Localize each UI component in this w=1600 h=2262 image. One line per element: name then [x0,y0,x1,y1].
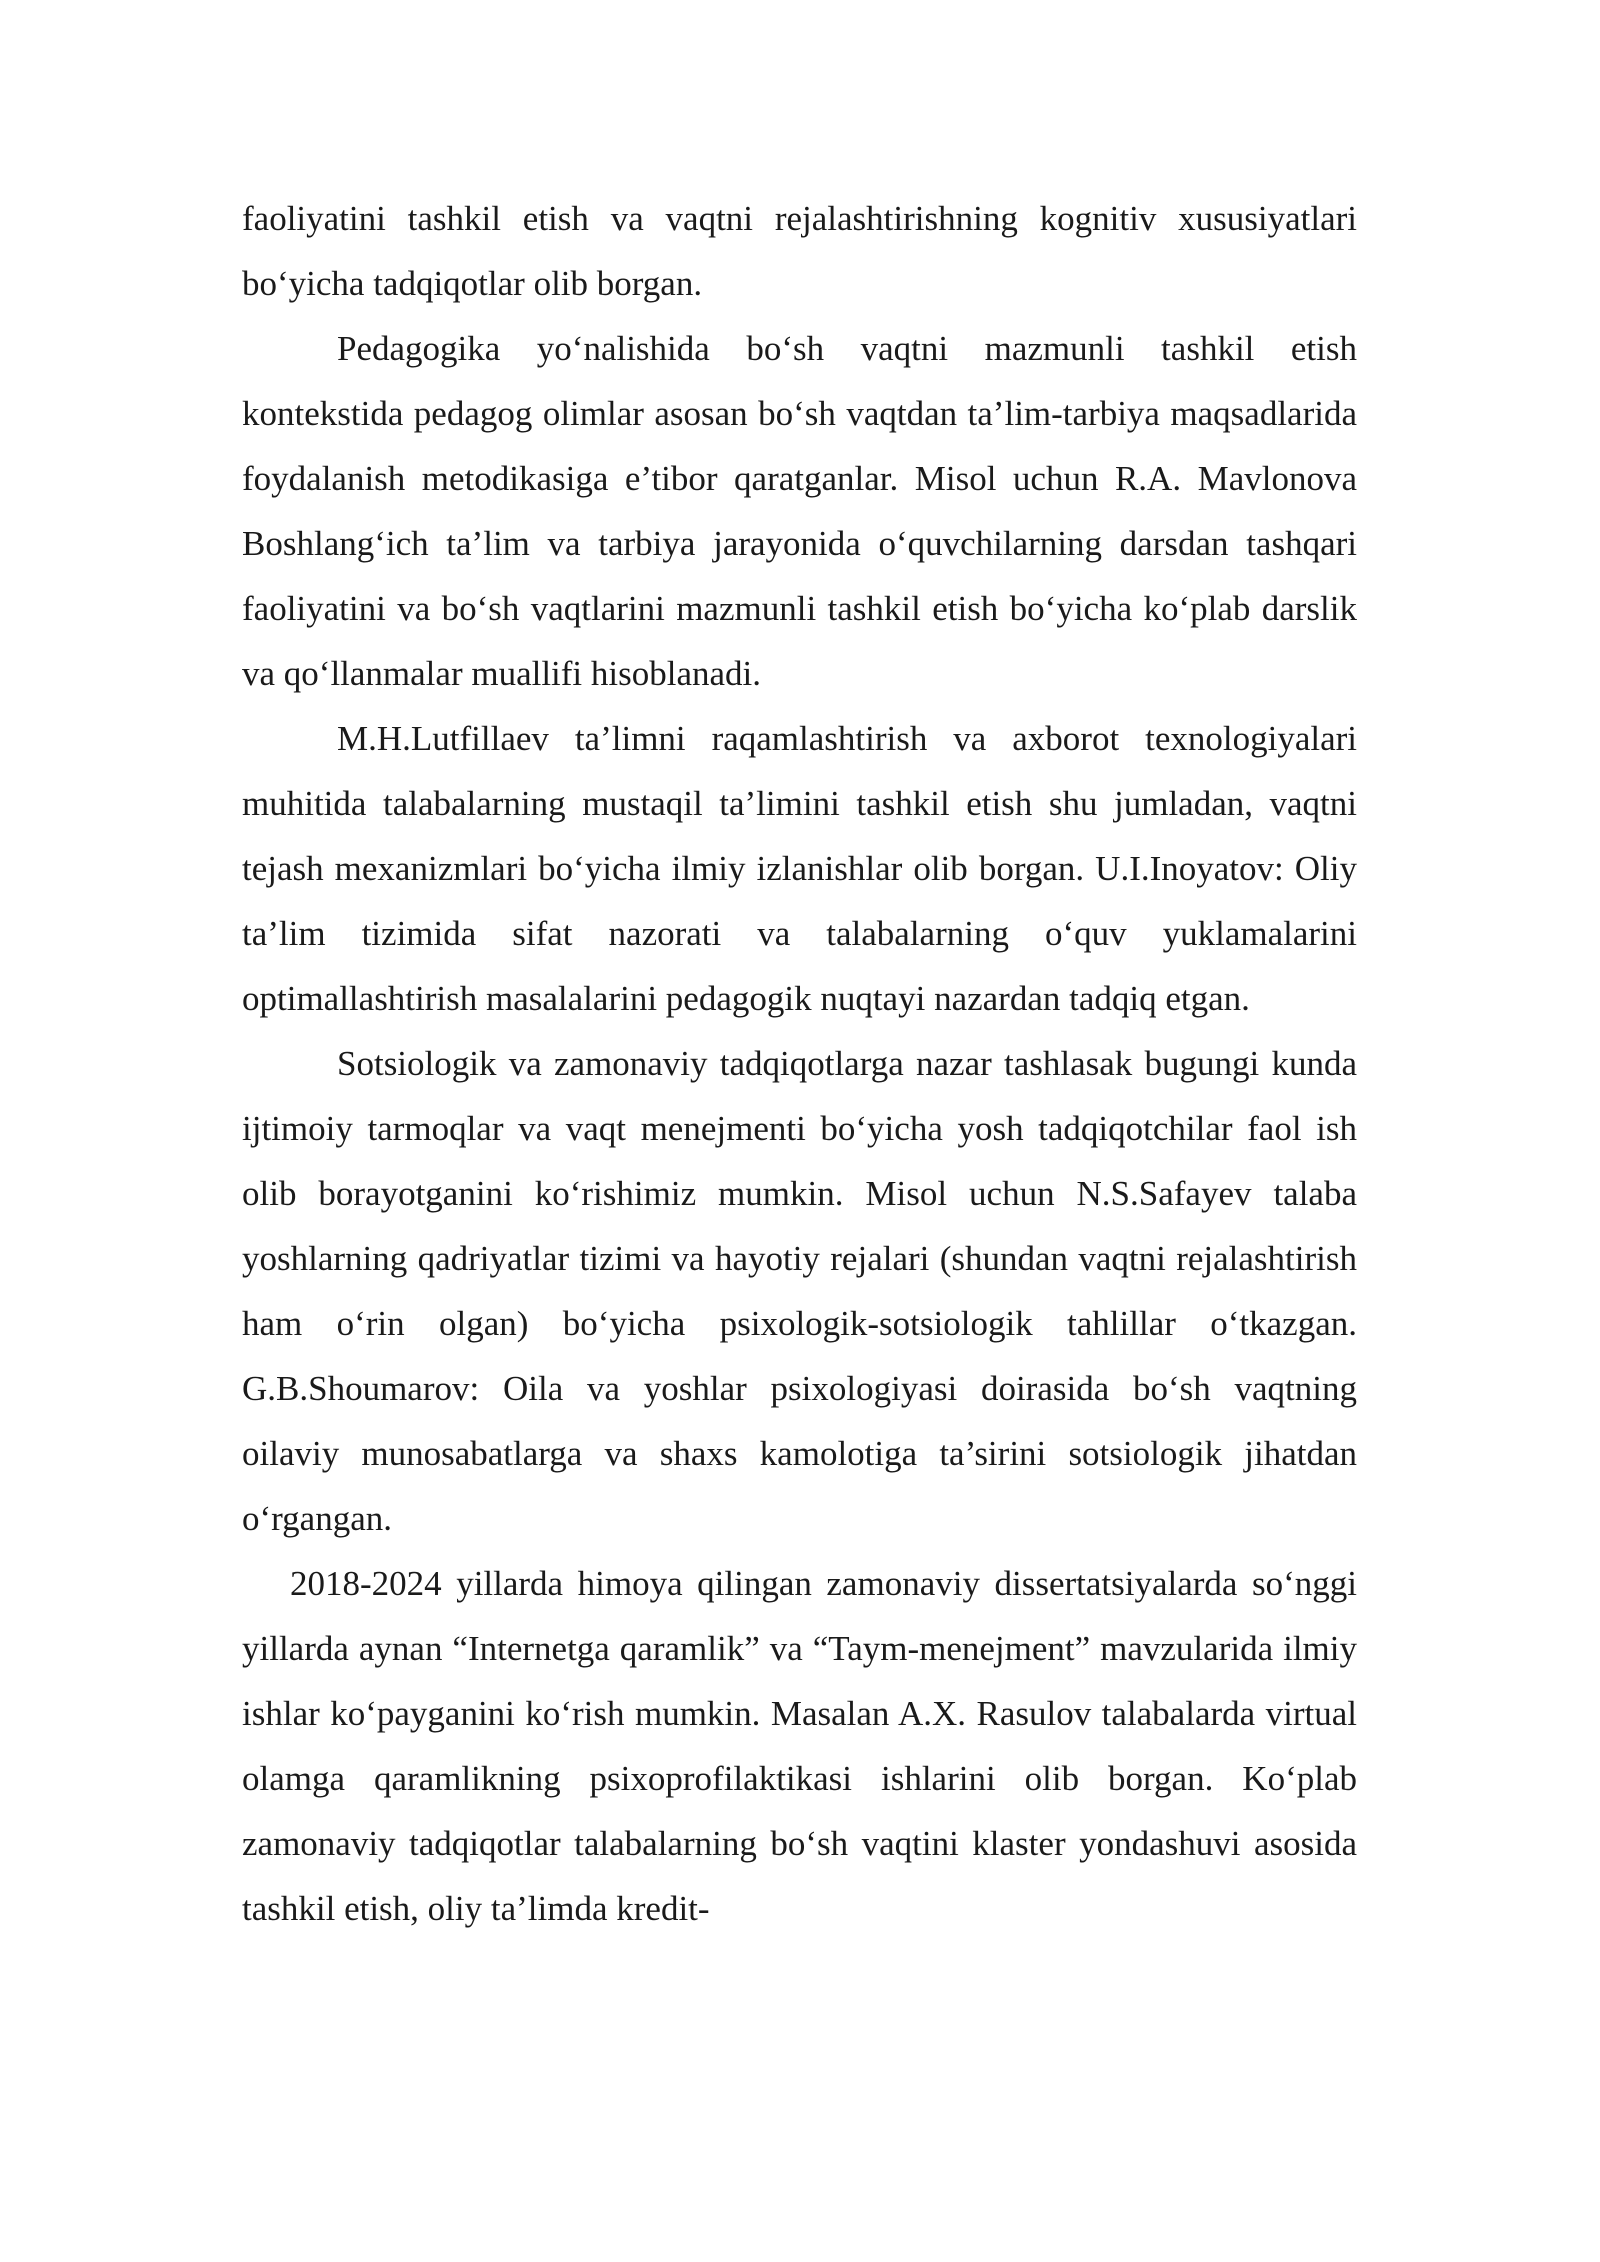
paragraph-dissertatsiyalar: 2018-2024 yillarda himoya qilingan zamonaviy dissertatsiyalarda so‘nggi yillarda aynan “Internetga qaramlik” va “Taym-menejment” mavzularida ilmiy ishlar ko‘payganini ko‘rish mumkin. Masalan A.X. Rasulov talabalarda virtual olamga qaramlikning psixoprofilaktikasi ishlarini olib borgan. Ko‘plab zamonaviy tadqiqotlar talabalarning bo‘sh vaqtini klaster yondashuvi asosida tashkil etish, oliy ta’limda kredit- [242,1564,1357,1928]
paragraph-lutfillaev: M.H.Lutfillaev ta’limni raqamlashtirish va axborot texnologiyalari muhitida talabalarning mustaqil ta’limini tashkil etish shu jumladan, vaqtni tejash mexanizmlari bo‘yicha ilmiy izlanishlar olib borgan. U.I.Inoyatov: Oliy ta’lim tizimida sifat nazorati va talabalarning o‘quv yuklamalarini optimallashtirish masalalarini pedagogik nuqtayi nazardan tadqiq etgan. [242,719,1357,1018]
paragraph-sotsiologik: Sotsiologik va zamonaviy tadqiqotlarga nazar tashlasak bugungi kunda ijtimoiy tarmoqlar va vaqt menejmenti bo‘yicha yosh tadqiqotchilar faol ish olib borayotganini ko‘rishimiz mumkin. Misol uchun N.S.Safayev talaba yoshlarning qadriyatlar tizimi va hayotiy rejalari (shundan vaqtni rejalashtirish ham o‘rin olgan) bo‘yicha psixologik-sotsiologik tahlillar o‘tkazgan. G.B.Shoumarov: Oila va yoshlar psixologiyasi doirasida bo‘sh vaqtning oilaviy munosabatlarga va shaxs kamolotiga ta’sirini sotsiologik jihatdan o‘rgangan. [242,1044,1357,1538]
paragraph-pedagogika: Pedagogika yo‘nalishida bo‘sh vaqtni mazmunli tashkil etish kontekstida pedagog olimlar asosan bo‘sh vaqtdan ta’lim-tarbiya maqsadlarida foydalanish metodikasiga e’tibor qaratganlar. Misol uchun R.A. Mavlonova Boshlang‘ich ta’lim va tarbiya jarayonida o‘quvchilarning darsdan tashqari faoliyatini va bo‘sh vaqtlarini mazmunli tashkil etish bo‘yicha ko‘plab darslik va qo‘llanmalar muallifi hisoblanadi. [242,329,1357,693]
body-text [242,186,1357,1941]
paragraph-continuation: faoliyatini tashkil etish va vaqtni rejalashtirishning kognitiv xususiyatlari bo‘yicha tadqiqotlar olib borgan. [242,199,1357,303]
